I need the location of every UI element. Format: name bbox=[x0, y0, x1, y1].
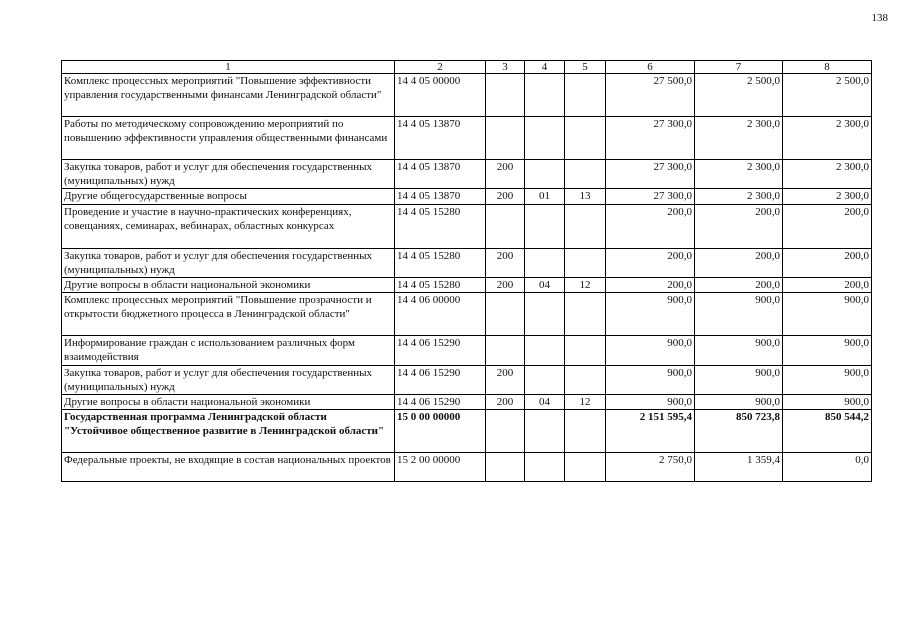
row-section bbox=[525, 117, 565, 160]
column-header: 8 bbox=[783, 61, 872, 74]
row-amount-col8: 0,0 bbox=[783, 453, 872, 482]
row-amount-col7: 900,0 bbox=[695, 336, 783, 365]
row-expense-type bbox=[486, 74, 525, 117]
table-row bbox=[62, 293, 872, 336]
row-section bbox=[525, 410, 565, 453]
row-amount-col8: 2 300,0 bbox=[783, 117, 872, 160]
row-section bbox=[525, 293, 565, 336]
row-expense-type bbox=[486, 293, 525, 336]
table-row bbox=[62, 336, 872, 365]
row-expense-type: 200 bbox=[486, 189, 525, 204]
row-subsection bbox=[565, 160, 606, 189]
table-row bbox=[62, 160, 872, 189]
column-header: 5 bbox=[565, 61, 606, 74]
row-expense-type bbox=[486, 204, 525, 248]
row-subsection: 12 bbox=[565, 395, 606, 410]
row-amount-col6: 900,0 bbox=[606, 293, 695, 336]
table-row bbox=[62, 204, 872, 248]
row-amount-col8: 900,0 bbox=[783, 336, 872, 365]
row-amount-col6: 27 300,0 bbox=[606, 160, 695, 189]
row-subsection: 12 bbox=[565, 278, 606, 293]
row-amount-col8: 200,0 bbox=[783, 278, 872, 293]
row-description: Федеральные проекты, не входящие в состав национальных проектов bbox=[62, 453, 395, 482]
row-amount-col7: 2 300,0 bbox=[695, 117, 783, 160]
row-section bbox=[525, 453, 565, 482]
row-target-code: 14 4 05 00000 bbox=[395, 74, 486, 117]
row-amount-col7: 2 300,0 bbox=[695, 189, 783, 204]
row-section bbox=[525, 204, 565, 248]
row-expense-type bbox=[486, 453, 525, 482]
column-header: 2 bbox=[395, 61, 486, 74]
row-amount-col8: 2 500,0 bbox=[783, 74, 872, 117]
row-section bbox=[525, 365, 565, 394]
row-amount-col8: 200,0 bbox=[783, 204, 872, 248]
table-row bbox=[62, 365, 872, 394]
row-subsection bbox=[565, 293, 606, 336]
row-amount-col6: 2 750,0 bbox=[606, 453, 695, 482]
row-amount-col6: 200,0 bbox=[606, 278, 695, 293]
table-row bbox=[62, 189, 872, 204]
row-amount-col7: 2 300,0 bbox=[695, 160, 783, 189]
row-description: Государственная программа Ленинградской области "Устойчивое общественное развитие в Ленинградской области" bbox=[62, 410, 395, 453]
row-amount-col7: 900,0 bbox=[695, 395, 783, 410]
row-expense-type bbox=[486, 336, 525, 365]
row-target-code: 14 4 05 15280 bbox=[395, 248, 486, 277]
row-expense-type bbox=[486, 410, 525, 453]
row-subsection: 13 bbox=[565, 189, 606, 204]
row-section: 04 bbox=[525, 278, 565, 293]
row-target-code: 14 4 05 13870 bbox=[395, 189, 486, 204]
table-row bbox=[62, 117, 872, 160]
row-expense-type: 200 bbox=[486, 160, 525, 189]
row-amount-col7: 900,0 bbox=[695, 365, 783, 394]
row-section bbox=[525, 160, 565, 189]
row-target-code: 14 4 05 15280 bbox=[395, 204, 486, 248]
table-row bbox=[62, 74, 872, 117]
row-expense-type: 200 bbox=[486, 248, 525, 277]
row-target-code: 15 2 00 00000 bbox=[395, 453, 486, 482]
row-amount-col6: 2 151 595,4 bbox=[606, 410, 695, 453]
column-header: 7 bbox=[695, 61, 783, 74]
row-target-code: 14 4 05 13870 bbox=[395, 160, 486, 189]
row-subsection bbox=[565, 74, 606, 117]
row-target-code: 14 4 05 15280 bbox=[395, 278, 486, 293]
row-amount-col8: 2 300,0 bbox=[783, 189, 872, 204]
row-amount-col8: 900,0 bbox=[783, 365, 872, 394]
column-header: 6 bbox=[606, 61, 695, 74]
table-row bbox=[62, 248, 872, 277]
row-section: 04 bbox=[525, 395, 565, 410]
row-amount-col6: 900,0 bbox=[606, 365, 695, 394]
row-amount-col7: 850 723,8 bbox=[695, 410, 783, 453]
row-target-code: 14 4 06 00000 bbox=[395, 293, 486, 336]
row-amount-col6: 200,0 bbox=[606, 204, 695, 248]
row-subsection bbox=[565, 365, 606, 394]
column-header: 3 bbox=[486, 61, 525, 74]
row-description: Закупка товаров, работ и услуг для обеспечения государственных (муниципальных) нужд bbox=[62, 160, 395, 189]
row-description: Комплекс процессных мероприятий "Повышение эффективности управления государственными финансами Ленинградской области" bbox=[62, 74, 395, 117]
table-row bbox=[62, 410, 872, 453]
row-target-code: 14 4 06 15290 bbox=[395, 365, 486, 394]
row-section bbox=[525, 74, 565, 117]
row-expense-type: 200 bbox=[486, 395, 525, 410]
row-section bbox=[525, 336, 565, 365]
table-row bbox=[62, 395, 872, 410]
row-amount-col7: 200,0 bbox=[695, 248, 783, 277]
row-subsection bbox=[565, 453, 606, 482]
row-amount-col7: 200,0 bbox=[695, 204, 783, 248]
row-amount-col6: 27 300,0 bbox=[606, 189, 695, 204]
row-description: Работы по методическому сопровождению мероприятий по повышению эффективности управления общественными финансами bbox=[62, 117, 395, 160]
row-expense-type: 200 bbox=[486, 278, 525, 293]
column-header: 1 bbox=[62, 61, 395, 74]
row-target-code: 14 4 05 13870 bbox=[395, 117, 486, 160]
row-expense-type: 200 bbox=[486, 365, 525, 394]
row-description: Комплекс процессных мероприятий "Повышение прозрачности и открытости бюджетного процесса в Ленинградской области" bbox=[62, 293, 395, 336]
table-row bbox=[62, 453, 872, 482]
row-description: Закупка товаров, работ и услуг для обеспечения государственных (муниципальных) нужд bbox=[62, 365, 395, 394]
row-amount-col8: 2 300,0 bbox=[783, 160, 872, 189]
page-number: 138 bbox=[871, 12, 888, 24]
row-subsection bbox=[565, 336, 606, 365]
row-section bbox=[525, 248, 565, 277]
row-subsection bbox=[565, 248, 606, 277]
row-expense-type bbox=[486, 117, 525, 160]
row-description: Другие вопросы в области национальной экономики bbox=[62, 395, 395, 410]
row-description: Другие вопросы в области национальной экономики bbox=[62, 278, 395, 293]
row-amount-col7: 2 500,0 bbox=[695, 74, 783, 117]
row-amount-col6: 27 300,0 bbox=[606, 117, 695, 160]
row-subsection bbox=[565, 204, 606, 248]
row-target-code: 14 4 06 15290 bbox=[395, 336, 486, 365]
row-description: Закупка товаров, работ и услуг для обеспечения государственных (муниципальных) нужд bbox=[62, 248, 395, 277]
row-subsection bbox=[565, 117, 606, 160]
row-target-code: 15 0 00 00000 bbox=[395, 410, 486, 453]
row-amount-col7: 900,0 bbox=[695, 293, 783, 336]
row-target-code: 14 4 06 15290 bbox=[395, 395, 486, 410]
table-row bbox=[62, 278, 872, 293]
row-amount-col6: 27 500,0 bbox=[606, 74, 695, 117]
row-amount-col6: 900,0 bbox=[606, 336, 695, 365]
column-header: 4 bbox=[525, 61, 565, 74]
row-section: 01 bbox=[525, 189, 565, 204]
row-amount-col8: 900,0 bbox=[783, 395, 872, 410]
row-description: Информирование граждан с использованием различных форм взаимодействия bbox=[62, 336, 395, 365]
row-amount-col7: 1 359,4 bbox=[695, 453, 783, 482]
row-subsection bbox=[565, 410, 606, 453]
row-amount-col8: 900,0 bbox=[783, 293, 872, 336]
row-description: Проведение и участие в научно-практических конференциях, совещаниях, семинарах, вебинарах, областных конкурсах bbox=[62, 204, 395, 248]
header-row bbox=[62, 61, 872, 74]
row-amount-col6: 200,0 bbox=[606, 248, 695, 277]
row-amount-col6: 900,0 bbox=[606, 395, 695, 410]
row-amount-col8: 850 544,2 bbox=[783, 410, 872, 453]
row-description: Другие общегосударственные вопросы bbox=[62, 189, 395, 204]
row-amount-col8: 200,0 bbox=[783, 248, 872, 277]
row-amount-col7: 200,0 bbox=[695, 278, 783, 293]
budget-table bbox=[61, 60, 872, 482]
